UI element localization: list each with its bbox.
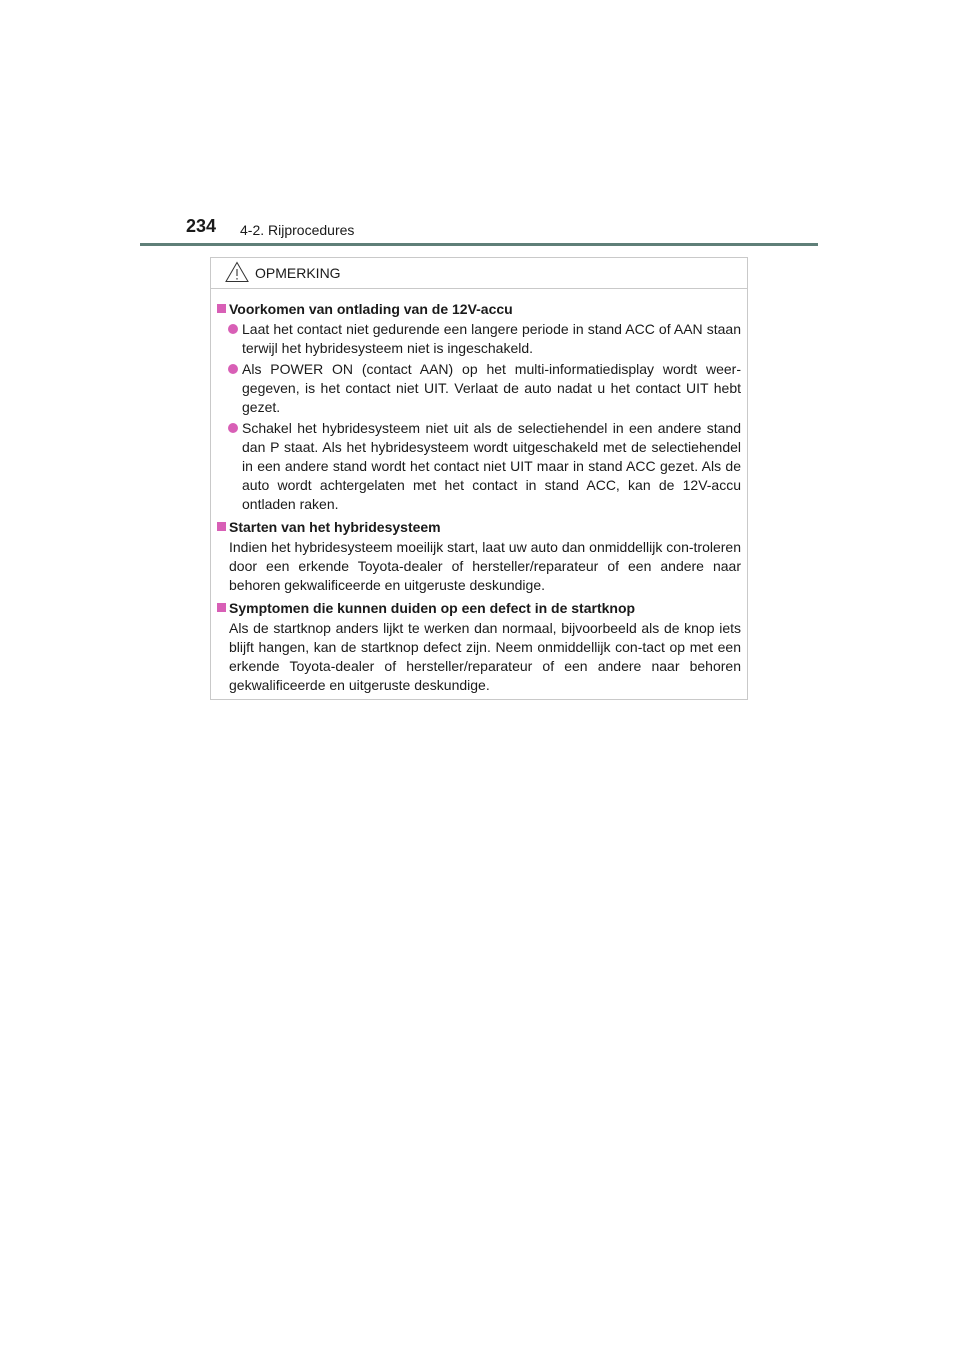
round-bullet-icon [228, 324, 238, 334]
square-bullet-icon [217, 603, 226, 612]
page-header [186, 214, 818, 246]
square-bullet-icon [217, 304, 226, 313]
section-heading-text: Voorkomen van ontlading van de 12V-accu [229, 301, 513, 317]
notice-title: OPMERKING [255, 265, 341, 281]
list-item [217, 320, 741, 358]
section-heading [217, 599, 741, 618]
section-title: 4-2. Rijprocedures [240, 222, 355, 238]
round-bullet-icon [228, 364, 238, 374]
section-heading-text: Symptomen die kunnen duiden op een defect in de startknop [229, 600, 636, 616]
notice-box [210, 257, 748, 700]
list-item-text: Laat het contact niet gedurende een langere periode in stand ACC of AAN staan terwijl het hybridesysteem niet is ingeschakeld. [242, 321, 741, 356]
section-heading-text: Starten van het hybridesysteem [229, 519, 441, 535]
warning-triangle-icon [225, 261, 249, 283]
list-item-text: Schakel het hybridesysteem niet uit als de selectiehendel in een andere stand dan P staat. Als het hybridesysteem wordt uitgeschakeld met de selectiehendel in een andere stand wordt het contact niet UIT maar in stand ACC gezet. Als de auto wordt achtergelaten met het contact in stand ACC, kan de 12V-accu ontladen raken. [242, 420, 741, 512]
notice-header [211, 258, 747, 289]
header-rule [140, 243, 818, 246]
notice-body [211, 289, 747, 695]
round-bullet-icon [228, 423, 238, 433]
section-paragraph: Als de startknop anders lijkt te werken dan normaal, bijvoorbeeld als de knop iets blijft hangen, kan de startknop defect zijn. Neem onmiddellijk con-tact op met een erkende Toyota-dealer of hersteller/reparateur of een andere naar behoren gekwalificeerde en uitgeruste deskundige. [229, 620, 741, 693]
section-heading [217, 300, 741, 319]
list-item-text: Als POWER ON (contact AAN) op het multi-informatiedisplay wordt weer-gegeven, is het contact niet UIT. Verlaat de auto nadat u het contact UIT hebt gezet. [242, 361, 741, 415]
section-paragraph: Indien het hybridesysteem moeilijk start, laat uw auto dan onmiddellijk con-troleren door een erkende Toyota-dealer of hersteller/reparateur of een andere naar behoren gekwalificeerde en uitgeruste deskundige. [229, 539, 741, 593]
page-number: 234 [186, 216, 217, 236]
section-heading [217, 518, 741, 537]
square-bullet-icon [217, 522, 226, 531]
list-item [217, 360, 741, 417]
list-item [217, 419, 741, 514]
